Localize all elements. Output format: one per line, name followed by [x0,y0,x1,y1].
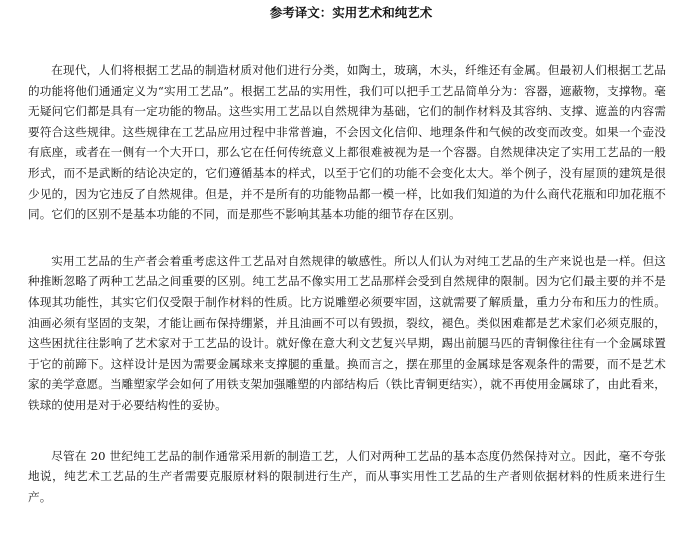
paragraph-3: 尽管在 20 世纪纯工艺品的制作通常采用新的制造工艺，人们对两种工艺品的基本态度仍然保持对立。因此，毫不夸张地说，纯艺术工艺品的生产者需要克服原材料的限制进行生产，而从事实用性工艺品的生产者则依据材料的性质来进行生产。 [28,448,666,504]
document-title: 参考译文：实用艺术和纯艺术 [269,5,433,20]
paragraph-2: 实用工艺品的生产者会着重考虑这件工艺品对自然规律的敏感性。所以人们认为对纯工艺品的生产来说也是一样。但这种推断忽略了两种工艺品之间重要的区别。纯工艺品不像实用工艺品那样会受到自然规律的限制。因为它们最主要的并不是体现其功能性，其实它们仅受限于制作材料的性质。比方说雕塑必须要牢固，这就需要了解质量，重力分布和压力的性质。油画必须有坚固的支架，才能让画布保持绷紧，并且油画不可以有毁损，裂纹，褪色。类似困难都是艺术家们必须克服的，这些困扰往往影响了艺术家对于工艺品的设计。就好像在意大利文艺复兴早期，踢出前腿马匹的青铜像往往有一个金属球置于它的前蹄下。这样设计是因为需要金属球来支撑腿的重量。换而言之，摆在那里的金属球是客观条件的需要，而不是艺术家的美学意愿。当雕塑家学会如何了用铁支架加强雕塑的内部结构后（铁比青铜更结实），就不再使用金属球了，由此看来，铁球的使用是对于必要结构性的妥协。 [28,253,666,412]
paragraph-1: 在现代，人们将根据工艺品的制造材质对他们进行分类，如陶土，玻璃，木头，纤维还有金属。但最初人们根据工艺品的功能将他们通通定义为“实用工艺品”。根据工艺品的实用性，我们可以把手工艺品简单分为：容器，遮蔽物，支撑物。毫无疑问它们都是具有一定功能的物品。这些实用工艺品以自然规律为基础，它们的制作材料及其容纳、支撑、遮盖的内容需要符合这些规律。这些规律在工艺品应用过程中非常普遍，不会因文化信仰、地理条件和气候的改变而改变。如果一个壶没有底座，或者在一侧有一个大开口，那么它在任何传统意义上都很难被视为是一个容器。自然规律决定了实用工艺品的一般形式，而不是武断的结论决定的，它们遵循基本的样式，以至于它们的功能不会变化太大。举个例子，没有屋顶的建筑是很少见的，因为它违反了自然规律。但是，并不是所有的功能物品都一模一样，比如我们知道的为什么商代花瓶和印加花瓶不同。它们的区别不是基本功能的不同，而是那些不影响其基本功能的细节存在区别。 [28,63,666,222]
